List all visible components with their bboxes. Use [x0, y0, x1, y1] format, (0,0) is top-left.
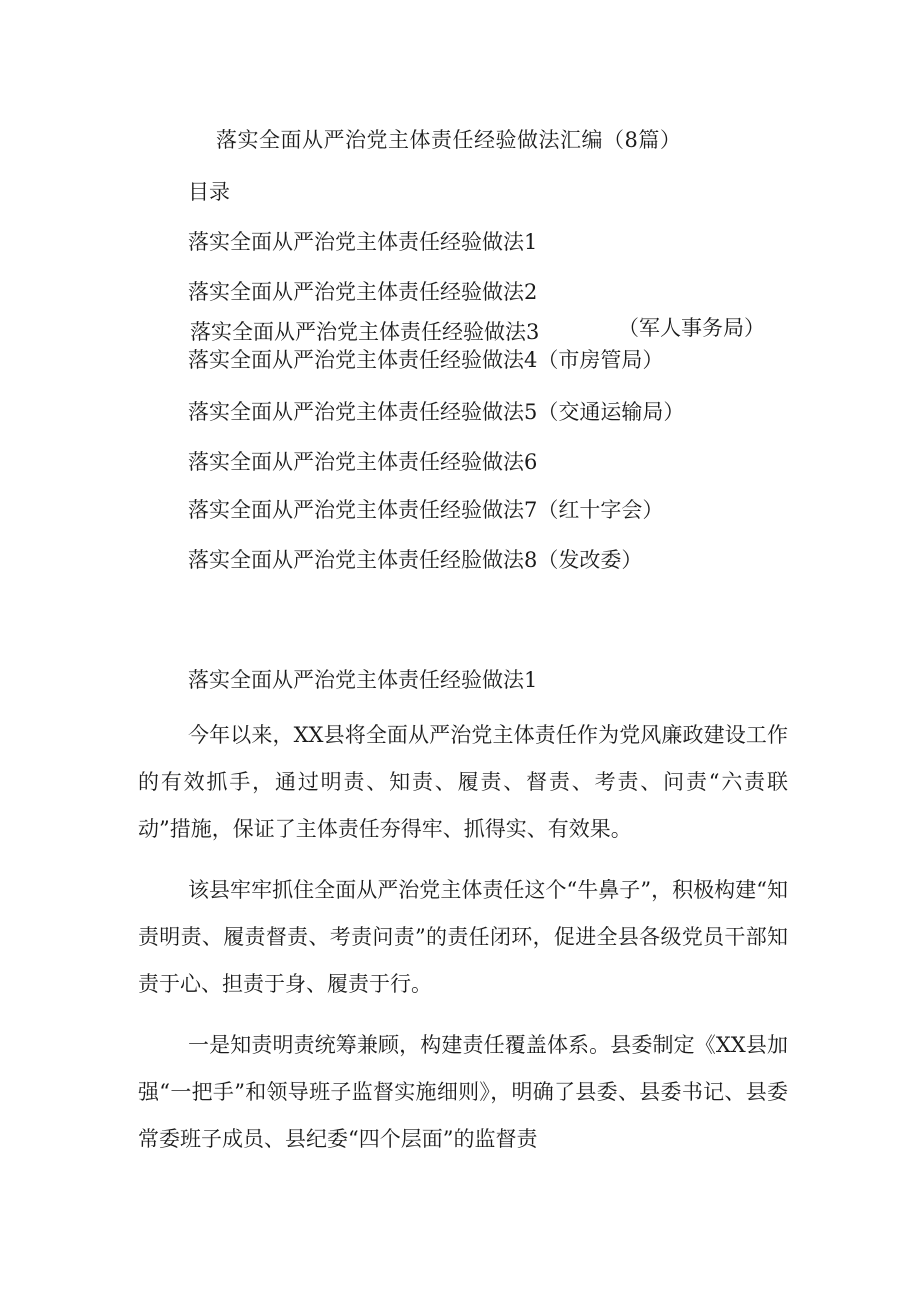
toc-item-1: 落实全面从严治党主体责任经验做法1: [188, 230, 538, 254]
toc-item-7: 落实全面从严治党主体责任经验做法7（红十字会）: [188, 498, 664, 522]
toc-item-3-note: （军人事务局）: [618, 316, 765, 340]
toc-item-5: 落实全面从严治党主体责任经验做法5（交通运输局）: [188, 400, 685, 424]
toc-heading: 目录: [188, 180, 230, 204]
document-title: 落实全面从严治党主体责任经验做法汇编（8篇）: [216, 128, 682, 152]
toc-item-6: 落实全面从严治党主体责任经验做法6: [188, 450, 538, 474]
toc-item-3: 落实全面从严治党主体责任经验做法3: [190, 320, 540, 344]
body-paragraph-2: 该县牢牢抓住全面从严治党主体责任这个“牛鼻子”，积极构建“知责明责、履责督责、考责问责”的责任闭环，促进全县各级党员干部知责于心、担责于身、履责于行。: [138, 878, 788, 996]
body-paragraph-3: 一是知责明责统筹兼顾，构建责任覆盖体系。县委制定《XX县加强“一把手”和领导班子监督实施细则》，明确了县委、县委书记、县委常委班子成员、县纪委“四个层面”的监督责: [138, 1033, 788, 1151]
toc-item-2: 落实全面从严治党主体责任经验做法2: [188, 280, 538, 304]
body-paragraph-1: 今年以来，XX县将全面从严治党主体责任作为党风廉政建设工作的有效抓手，通过明责、知责、履责、督责、考责、问责“六责联动”措施，保证了主体责任夯得牢、抓得实、有效果。: [138, 723, 788, 841]
toc-item-4: 落实全面从严治党主体责任经验做法4（市房管局）: [188, 348, 664, 372]
section-title: 落实全面从严治党主体责任经验做法1: [188, 668, 538, 692]
toc-item-8: 落实全面从严治党主体责任经脸做法8（发改委）: [188, 548, 643, 572]
